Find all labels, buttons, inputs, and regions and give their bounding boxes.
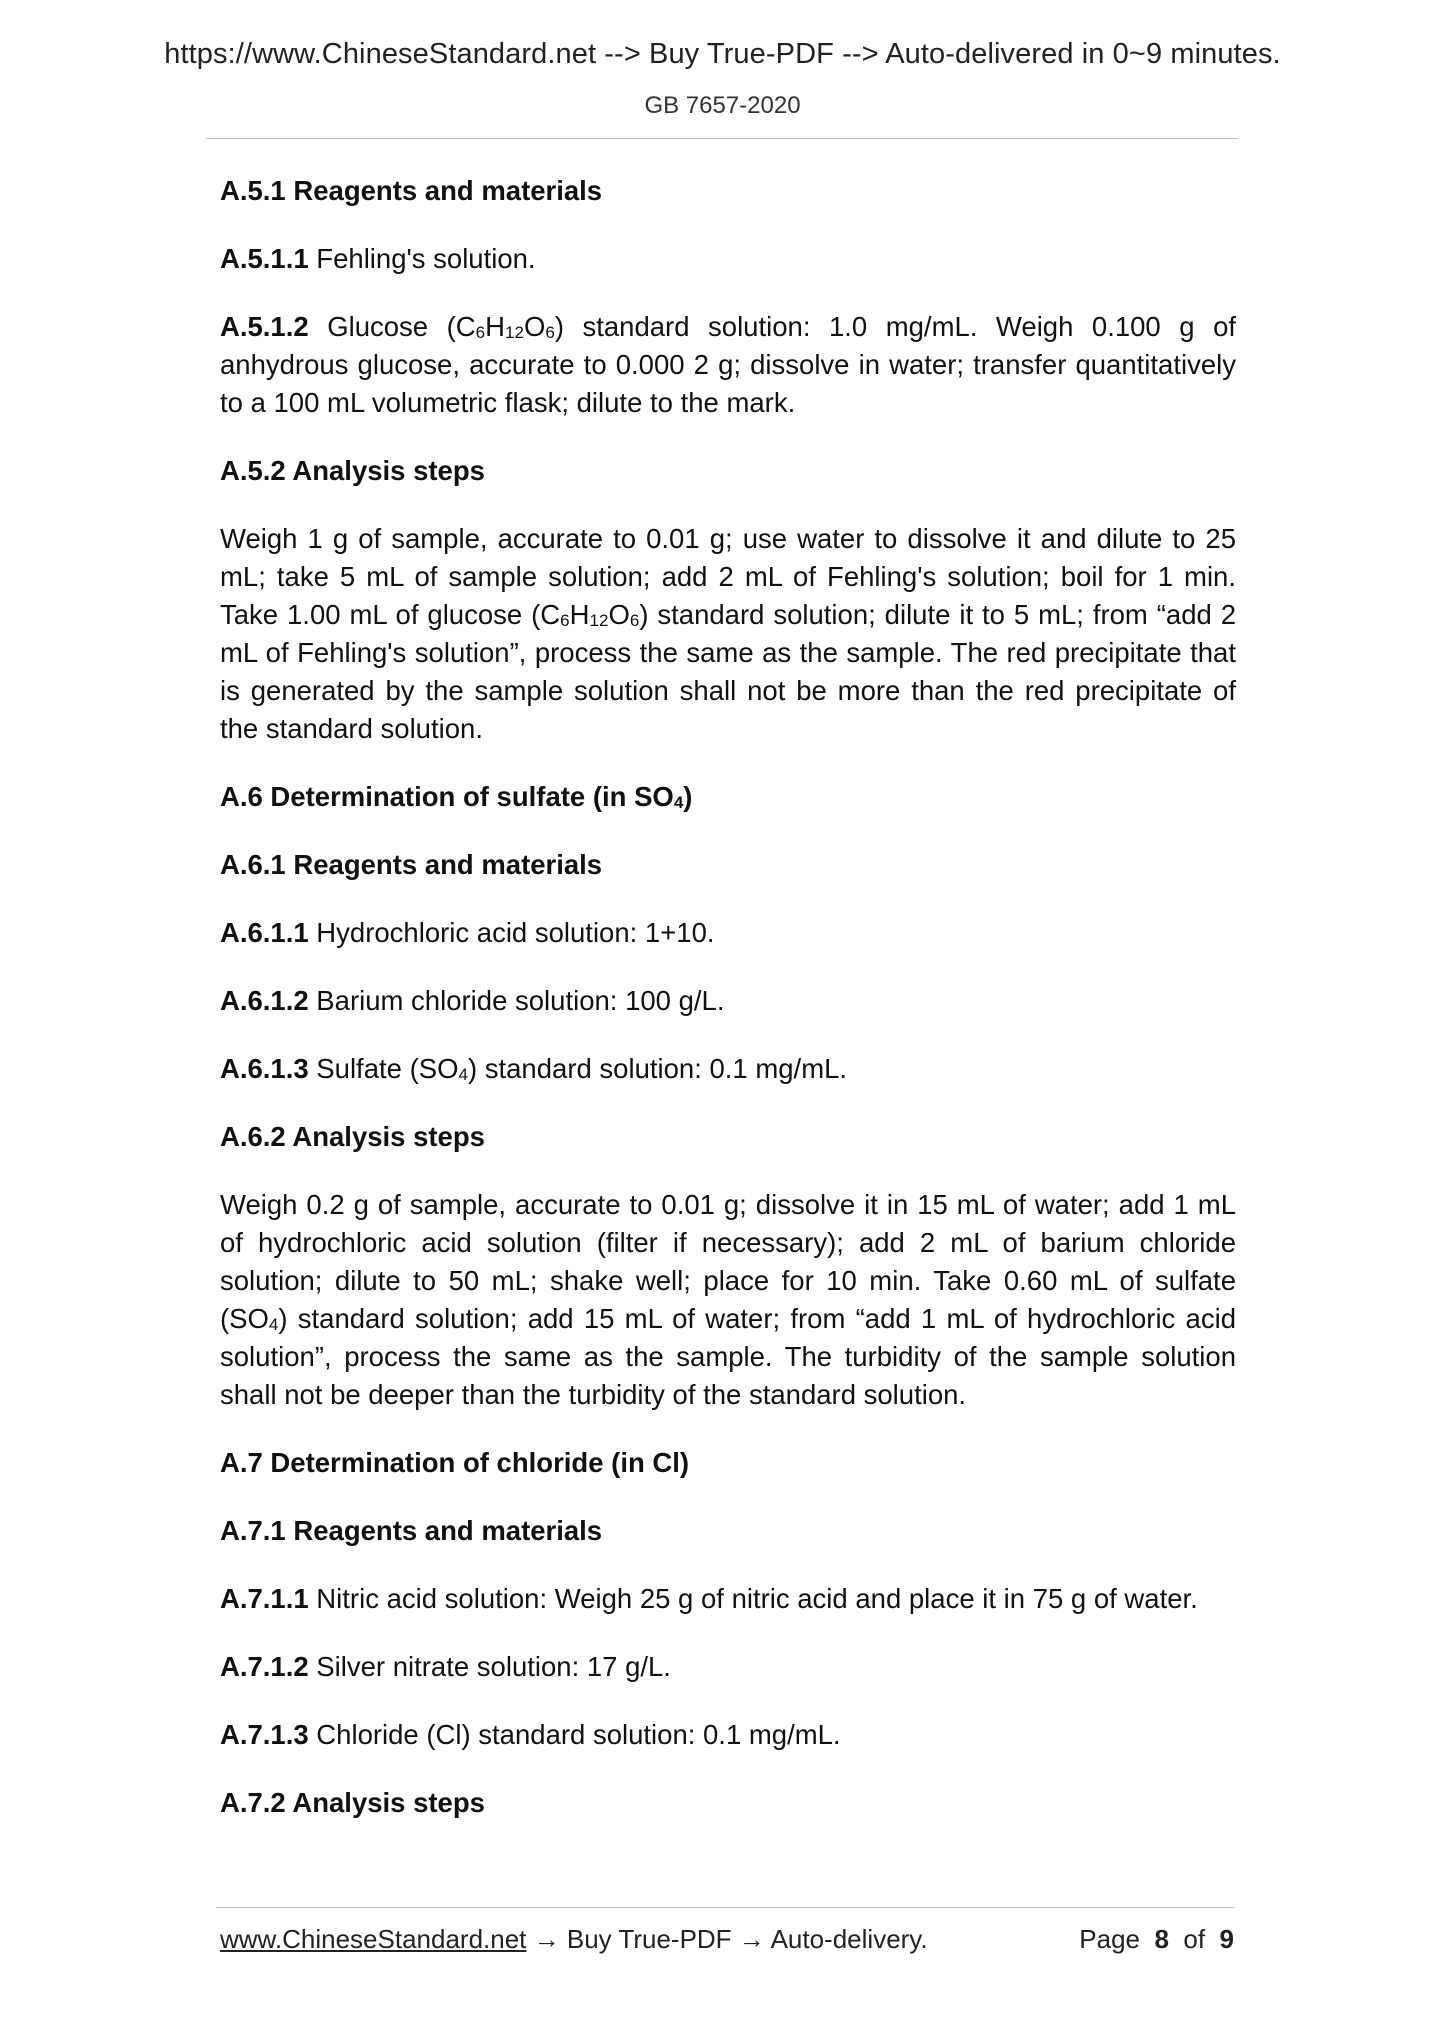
clause-a-7-1-3	[220, 1716, 1236, 1754]
clause-number: A.7.1.2	[220, 1651, 309, 1682]
heading-a-7-1: A.7.1 Reagents and materials	[220, 1515, 603, 1546]
clause-text: Barium chloride solution: 100 g/L.	[308, 985, 725, 1016]
clause-a-6-1-2	[220, 982, 1236, 1020]
subscript: 12	[589, 611, 609, 631]
subscript: 4	[458, 1065, 468, 1085]
page-indicator	[1079, 1921, 1234, 1957]
paragraph-text: Weigh 1 g of sample, accurate to 0.01 g; use water to dissolve it and dilute to 25 mL; take 5 mL of sample solution; add 2 mL of Fehling's solution; boil for 1 min. Take 1.00 mL of glucose (C	[220, 523, 1236, 630]
heading-a-6-2: A.6.2 Analysis steps	[220, 1121, 485, 1152]
clause-number: A.5.1.2	[220, 311, 309, 342]
page-current: 8	[1154, 1924, 1169, 1954]
clause-text: ) standard solution: 0.1 mg/mL.	[467, 1053, 848, 1084]
subscript: 6	[560, 611, 570, 631]
heading-text: )	[683, 781, 693, 812]
footer-promo-text: → Buy True-PDF → Auto-delivery.	[526, 1924, 928, 1954]
heading-a-5-2: A.5.2 Analysis steps	[220, 455, 485, 486]
clause-text: Glucose (C	[308, 311, 476, 342]
clause-text: ) standard solution: 1.0 mg/mL. Weigh 0.100 g of anhydrous glucose, accurate to 0.000 2 g; dissolve in water; transfer quantitatively to a 100 mL volumetric flask; dilute to the mark.	[220, 311, 1236, 418]
subscript: 6	[475, 323, 486, 343]
standard-code: GB 7657-2020	[644, 92, 801, 119]
clause-text: Sulfate (SO	[308, 1053, 459, 1084]
site-link[interactable]: www.ChineseStandard.net	[220, 1924, 527, 1954]
clause-a-5-1-1	[220, 240, 1236, 278]
clause-number: A.6.1.2	[220, 985, 309, 1016]
page-label: Page	[1079, 1924, 1141, 1954]
clause-text: O	[523, 311, 546, 342]
paragraph-a-6-2	[220, 1186, 1236, 1414]
source-banner: https://www.ChineseStandard.net --> Buy True-PDF --> Auto-delivered in 0~9 minutes.	[164, 38, 1281, 70]
subscript: 12	[504, 323, 524, 343]
page-footer	[220, 1921, 1234, 1957]
clause-a-5-1-2	[220, 308, 1236, 422]
heading-a-5-1: A.5.1 Reagents and materials	[220, 175, 603, 206]
clause-a-7-1-2	[220, 1648, 1236, 1686]
subscript: 6	[545, 323, 555, 343]
footer-divider	[216, 1907, 1234, 1908]
clause-text: H	[485, 311, 505, 342]
clause-text: Nitric acid solution: Weigh 25 g of nitric acid and place it in 75 g of water.	[308, 1583, 1198, 1614]
footer-promo	[220, 1921, 928, 1957]
paragraph-text: Weigh 0.2 g of sample, accurate to 0.01 g; dissolve it in 15 mL of water; add 1 mL of hydrochloric acid solution (filter if necessary); add 2 mL of barium chloride solution; dilute to 50 mL; shake well; place for 10 min. Take 0.60 mL of sulfate (SO	[220, 1189, 1236, 1334]
paragraph-text: ) standard solution; dilute it to 5 mL; from “add 2 mL of Fehling's solution”, process the same as the sample. The red precipitate that is generated by the sample solution shall not be more than the red precipitate of the standard solution.	[220, 599, 1236, 744]
clause-a-6-1-3	[220, 1050, 1236, 1088]
clause-text: Chloride (Cl) standard solution: 0.1 mg/mL.	[308, 1719, 841, 1750]
clause-number: A.6.1.1	[220, 917, 309, 948]
paragraph-text: ) standard solution; add 15 mL of water; from “add 1 mL of hydrochloric acid solution”, process the same as the sample. The turbidity of the sample solution shall not be deeper than the turbidity of the standard solution.	[220, 1303, 1236, 1410]
page-total: 9	[1219, 1924, 1234, 1954]
paragraph-text: O	[608, 599, 630, 630]
clause-number: A.5.1.1	[220, 243, 309, 274]
paragraph-a-5-2	[220, 520, 1236, 748]
subscript: 6	[629, 611, 640, 631]
clause-number: A.7.1.3	[220, 1719, 309, 1750]
clause-a-6-1-1	[220, 914, 1236, 952]
clause-text: Silver nitrate solution: 17 g/L.	[308, 1651, 671, 1682]
subscript: 4	[673, 793, 684, 813]
clause-text: Hydrochloric acid solution: 1+10.	[308, 917, 715, 948]
clause-a-7-1-1	[220, 1580, 1236, 1618]
heading-a-7-2: A.7.2 Analysis steps	[220, 1787, 485, 1818]
clause-number: A.6.1.3	[220, 1053, 309, 1084]
document-body	[220, 172, 1236, 1852]
clause-number: A.7.1.1	[220, 1583, 309, 1614]
heading-a-6-1: A.6.1 Reagents and materials	[220, 849, 603, 880]
page-of-label: of	[1183, 1924, 1206, 1954]
header-divider	[206, 138, 1238, 139]
clause-text: Fehling's solution.	[308, 243, 536, 274]
heading-a-6	[220, 778, 1236, 816]
heading-text: A.6 Determination of sulfate (in SO	[220, 781, 674, 812]
subscript: 4	[268, 1315, 279, 1335]
heading-a-7: A.7 Determination of chloride (in Cl)	[220, 1447, 690, 1478]
paragraph-text: H	[569, 599, 590, 630]
